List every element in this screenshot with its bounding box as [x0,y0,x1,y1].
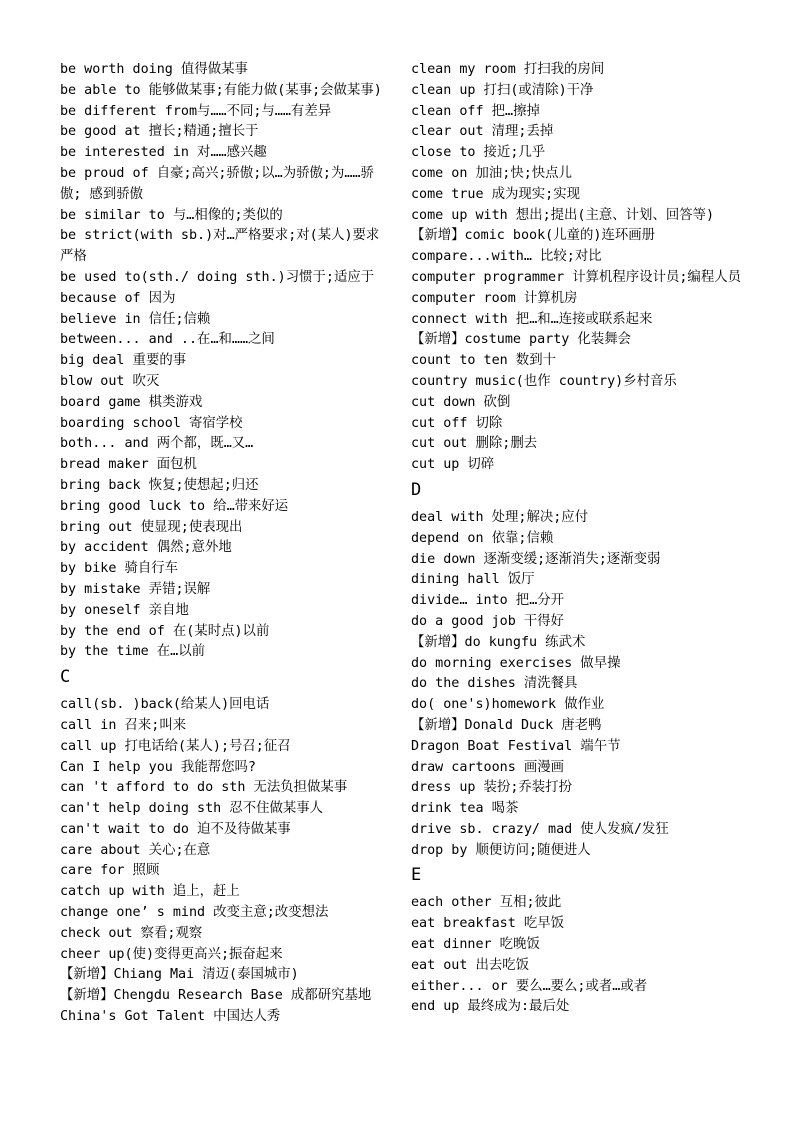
vocab-entry: deal with 处理;解决;应付 [411,509,589,525]
vocab-entry: cheer up(使)变得更高兴;振奋起来 [60,946,283,962]
vocab-entry: either... or 要么…要么;或者…或者 [411,978,648,994]
vocab-entry: be proud of 自豪;高兴;骄傲;以…为骄傲;为……骄傲; 感到骄傲 [60,165,374,202]
vocab-entry: end up 最终成为:最后处 [411,999,570,1015]
vocab-entry: can't help doing sth 忍不住做某事人 [60,801,324,817]
vocab-entry: bring good luck to 给…带来好运 [60,498,289,514]
vocab-entry: care about 关心;在意 [60,842,211,858]
vocab-entry: 【新增】costume party 化装舞会 [411,332,631,348]
vocab-entry: care for 照顾 [60,863,160,879]
vocab-entry: country music(也作 country)乡村音乐 [411,373,677,389]
vocab-entry: eat breakfast 吃早饭 [411,916,565,932]
vocab-entry: clear out 清理;丢掉 [411,124,554,140]
vocab-entry: cut out 删除;删去 [411,436,538,452]
vocab-entry: by mistake 弄错;误解 [60,581,211,597]
vocab-entry: eat out 出去吃饭 [411,957,530,973]
vocab-entry: drink tea 喝茶 [411,801,519,817]
vocab-entry: be able to 能够做某事;有能力做(某事;会做某事) [60,82,382,98]
section-letter-heading: C [60,667,71,688]
vocab-entry: clean up 打扫(或清除)干净 [411,82,594,98]
vocab-entry: do morning exercises 做早操 [411,655,621,671]
vocab-entry: can't wait to do 迫不及待做某事 [60,821,291,837]
vocab-entry: die down 逐渐变缓;逐渐消失;逐渐变弱 [411,551,661,567]
vocab-entry: come on 加油;快;快点儿 [411,165,572,181]
vocab-entry: close to 接近;几乎 [411,145,546,161]
vocab-entry: depend on 依靠;信赖 [411,530,554,546]
vocab-entry: can 't afford to do sth 无法负担做某事 [60,780,348,796]
vocab-entry: connect with 把…和…连接或联系起来 [411,311,653,327]
vocab-entry: call in 召来;叫来 [60,717,187,733]
vocab-entry: clean off 把…擦掉 [411,103,540,119]
vocab-entry: change one’ s mind 改变主意;改变想法 [60,905,329,921]
vocab-entry: come true 成为现实;实现 [411,186,581,202]
vocab-entry: cut down 砍倒 [411,394,511,410]
right-column [411,60,743,1018]
vocab-entry: 【新增】Chengdu Research Base 成都研究基地 [60,988,372,1004]
vocab-entry: do a good job 干得好 [411,613,565,629]
vocab-entry: draw cartoons 画漫画 [411,759,565,775]
vocab-entry: count to ten 数到十 [411,353,556,369]
vocab-entry: drive sb. crazy/ mad 使人发疯/发狂 [411,821,669,837]
section-letter-heading: D [411,479,422,500]
vocab-entry: board game 棋类游戏 [60,394,203,410]
vocab-entry: clean my room 打扫我的房间 [411,62,605,77]
vocab-entry: 【新增】comic book(儿童的)连环画册 [411,228,656,244]
vocab-entry: be different from与……不同;与……有差异 [60,103,332,119]
vocab-entry: computer room 计算机房 [411,290,578,306]
vocab-entry: do( one's)homework 做作业 [411,697,605,713]
vocab-entry: cut up 切碎 [411,457,495,473]
vocab-entry: blow out 吹灭 [60,373,160,389]
vocab-entry: be similar to 与…相像的;类似的 [60,207,283,223]
vocab-entry: boarding school 寄宿学校 [60,415,243,431]
vocab-entry: be strict(with sb.)对…严格要求;对(某人)要求严格 [60,228,380,265]
vocab-entry: check out 察看;观察 [60,925,203,941]
vocab-entry: 【新增】Donald Duck 唐老鸭 [411,717,602,733]
vocab-entry: Can I help you 我能帮您吗? [60,759,256,775]
vocab-entry: come up with 想出;提出(主意、计划、回答等) [411,207,715,223]
vocab-entry: eat dinner 吃晚饭 [411,937,540,953]
vocab-entry: by bike 骑自行车 [60,561,179,577]
vocab-entry: because of 因为 [60,290,176,306]
vocab-entry: by the end of 在(某时点)以前 [60,623,270,639]
vocab-entry: call(sb. )back(给某人)回电话 [60,697,270,713]
left-column [60,60,390,1028]
vocab-entry: dress up 装扮;乔装打扮 [411,780,572,796]
vocab-entry: cut off 切除 [411,415,503,431]
vocab-entry: by oneself 亲自地 [60,602,189,618]
vocab-entry: be interested in 对……感兴趣 [60,145,267,161]
vocab-entry: catch up with 追上，赶上 [60,884,240,900]
vocab-entry: be used to(sth./ doing sth.)习惯于;适应于 [60,269,375,285]
vocab-entry: bread maker 面包机 [60,457,197,473]
vocab-entry: do the dishes 清洗餐具 [411,676,578,692]
vocab-entry: call up 打电话给(某人);号召;征召 [60,738,291,754]
vocab-entry: computer programmer 计算机程序设计员;编程人员 [411,269,741,285]
vocab-entry: both... and 两个都，既…又… [60,436,254,452]
vocab-entry: bring back 恢复;使想起;归还 [60,477,259,493]
vocab-entry: Dragon Boat Festival 端午节 [411,738,621,754]
vocab-entry: be good at 擅长;精通;擅长于 [60,124,259,140]
vocab-entry: 【新增】do kungfu 练武术 [411,634,586,650]
vocab-entry: big deal 重要的事 [60,353,187,369]
vocab-entry: bring out 使显现;使表现出 [60,519,243,535]
vocab-entry: by the time 在…以前 [60,644,205,660]
vocab-entry: believe in 信任;信赖 [60,311,211,327]
vocab-entry: 【新增】Chiang Mai 清迈(泰国城市) [60,967,299,983]
vocab-entry: be worth doing 值得做某事 [60,62,248,77]
vocab-entry: between... and ..在…和……之间 [60,332,275,348]
vocab-entry: by accident 偶然;意外地 [60,540,232,556]
section-letter-heading: E [411,865,422,886]
vocab-entry: dining hall 饭厅 [411,572,535,588]
vocab-entry: drop by 顺便访问;随便进人 [411,842,591,858]
vocab-entry: China's Got Talent 中国达人秀 [60,1009,281,1025]
vocab-entry: each other 互相;彼此 [411,895,562,911]
vocab-entry: compare...with… 比较;对比 [411,249,602,265]
vocab-entry: divide… into 把…分开 [411,593,565,609]
